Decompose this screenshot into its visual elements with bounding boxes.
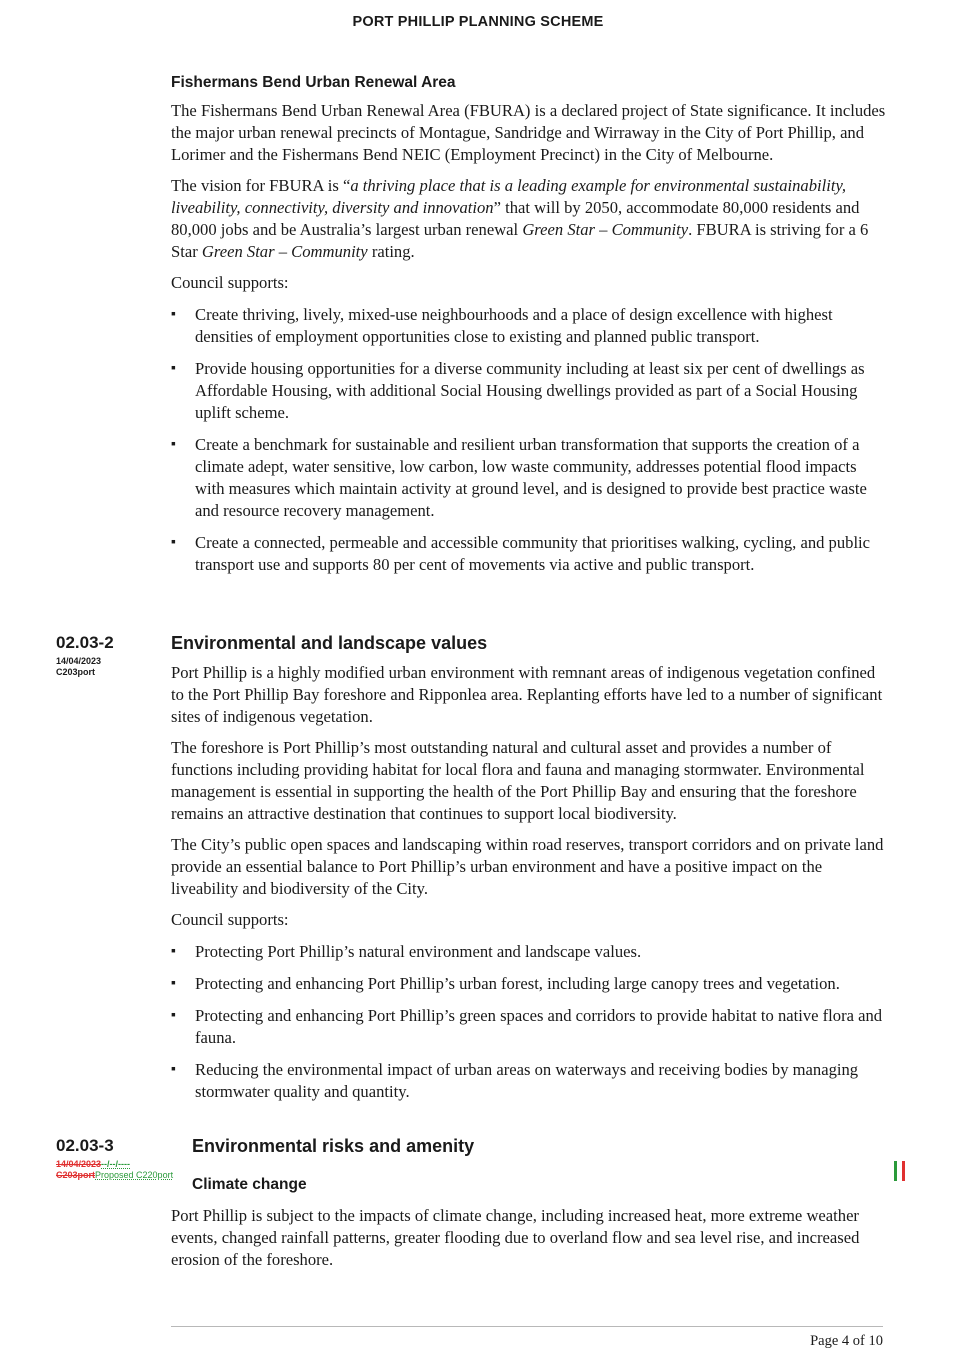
clause-number-02-03-3: 02.03-3	[56, 1136, 114, 1155]
section-heading: Environmental and landscape values	[171, 633, 488, 653]
list-item: ▪ Protecting Port Phillip’s natural environment and landscape values.	[171, 942, 642, 961]
clause-number-02-03-2: 02.03-2	[56, 633, 114, 652]
clause-history-02-03-2	[56, 656, 101, 678]
fbura-section	[171, 74, 886, 586]
list-item: ▪ Protecting and enhancing Port Phillip’s green spaces and corridors to provide habitat to native flora and fauna.	[171, 1006, 883, 1047]
clause-date: 14/04/2023	[56, 656, 102, 666]
list-item: ▪ Provide housing opportunities for a diverse community including at least six per cent of dwellings as Affordable Housing, with additional Social Housing dwellings provided as part of a Social Housing uplift scheme.	[171, 359, 865, 422]
footer-divider	[171, 1326, 883, 1327]
climate-change-section	[171, 1205, 886, 1280]
fbura-council-supports: Council supports:	[171, 273, 289, 292]
environmental-risks-heading-wrap	[192, 1136, 474, 1157]
list-item: ▪ Create a connected, permeable and accessible community that prioritises walking, cycling, and public transport use and supports 80 per cent of movements via active and public transport.	[171, 533, 871, 574]
section-heading: Environmental risks and amenity	[192, 1136, 475, 1156]
climate-change-heading-wrap	[192, 1176, 307, 1194]
document-header: PORT PHILLIP PLANNING SCHEME	[352, 14, 604, 30]
deleted-amendment: C203port	[56, 1170, 96, 1180]
s2-paragraph-2: The foreshore is Port Phillip’s most outstanding natural and cultural asset and provides a number of functions including providing habitat for local flora and fauna and managing stormwater. Environmental management is essential in supporting the health of the Port Phillip Bay and ensuring that the foreshore remains an attractive destination that continues to support local biodiversity.	[171, 738, 865, 823]
inserted-date: --/--/----	[101, 1159, 131, 1169]
list-item: ▪ Reducing the environmental impact of urban areas on waterways and receiving bodies by managing stormwater quality and quantity.	[171, 1060, 859, 1101]
clause-history-02-03-3	[56, 1159, 173, 1181]
revision-change-marker-icon	[894, 1161, 910, 1181]
list-item: ▪ Create a benchmark for sustainable and resilient urban transformation that supports the creation of a climate adept, water sensitive, low carbon, low waste community, addresses potential flood impacts with measures which maintain activity at ground level, and is designed to provide best practice waste and resource recovery management.	[171, 435, 867, 520]
list-item: ▪ Protecting and enhancing Port Phillip’s urban forest, including large canopy trees and vegetation.	[171, 974, 840, 993]
s3-paragraph-1: Port Phillip is subject to the impacts of climate change, including increased heat, more extreme weather events, changed rainfall patterns, greater flooding due to overland flow and sea level rise, and increased erosion of the foreshore.	[171, 1206, 860, 1269]
fbura-heading: Fishermans Bend Urban Renewal Area	[171, 74, 456, 91]
s2-bullet-list	[171, 941, 886, 1103]
environmental-landscape-section	[171, 633, 886, 1113]
deleted-date: 14/04/2023	[56, 1159, 102, 1169]
inserted-amendment: Proposed C220port	[95, 1170, 174, 1180]
s2-paragraph-3: The City’s public open spaces and landscaping within road reserves, transport corridors and on private land provide an essential balance to Port Phillip’s urban environment and have a positive impact on the liveability and biodiversity of the City.	[171, 835, 884, 898]
s2-council-supports: Council supports:	[171, 910, 289, 929]
clause-amendment: C203port	[56, 667, 96, 677]
fbura-paragraph-1: The Fishermans Bend Urban Renewal Area (FBURA) is a declared project of State significance. It includes the major urban renewal precincts of Montague, Sandridge and Wirraway in the City of Port Phillip, and Lorimer and the Fishermans Bend NEIC (Employment Precinct) in the City of Melbourne.	[171, 101, 886, 164]
page-number: Page 4 of 10	[810, 1333, 883, 1349]
list-item: ▪ Create thriving, lively, mixed-use neighbourhoods and a place of design excellence with highest densities of employment opportunities close to existing and planned public transport.	[171, 305, 833, 346]
s2-paragraph-1: Port Phillip is a highly modified urban environment with remnant areas of indigenous vegetation confined to the Port Phillip Bay foreshore and Ripponlea area. Replanting efforts have led to a number of significant sites of indigenous vegetation.	[171, 663, 883, 726]
subsection-heading: Climate change	[192, 1176, 307, 1193]
fbura-paragraph-2: The vision for FBURA is “a thriving place that is a leading example for environmental sustainability, liveability, connectivity, diversity and innovation” that will by 2050, accommodate 80,000 residents and 80,000 jobs and be Australia’s largest urban renewal Green Star – Community. FBURA is striving for a 6 Star Green Star – Community rating.	[171, 176, 869, 261]
fbura-bullet-list	[171, 304, 886, 576]
